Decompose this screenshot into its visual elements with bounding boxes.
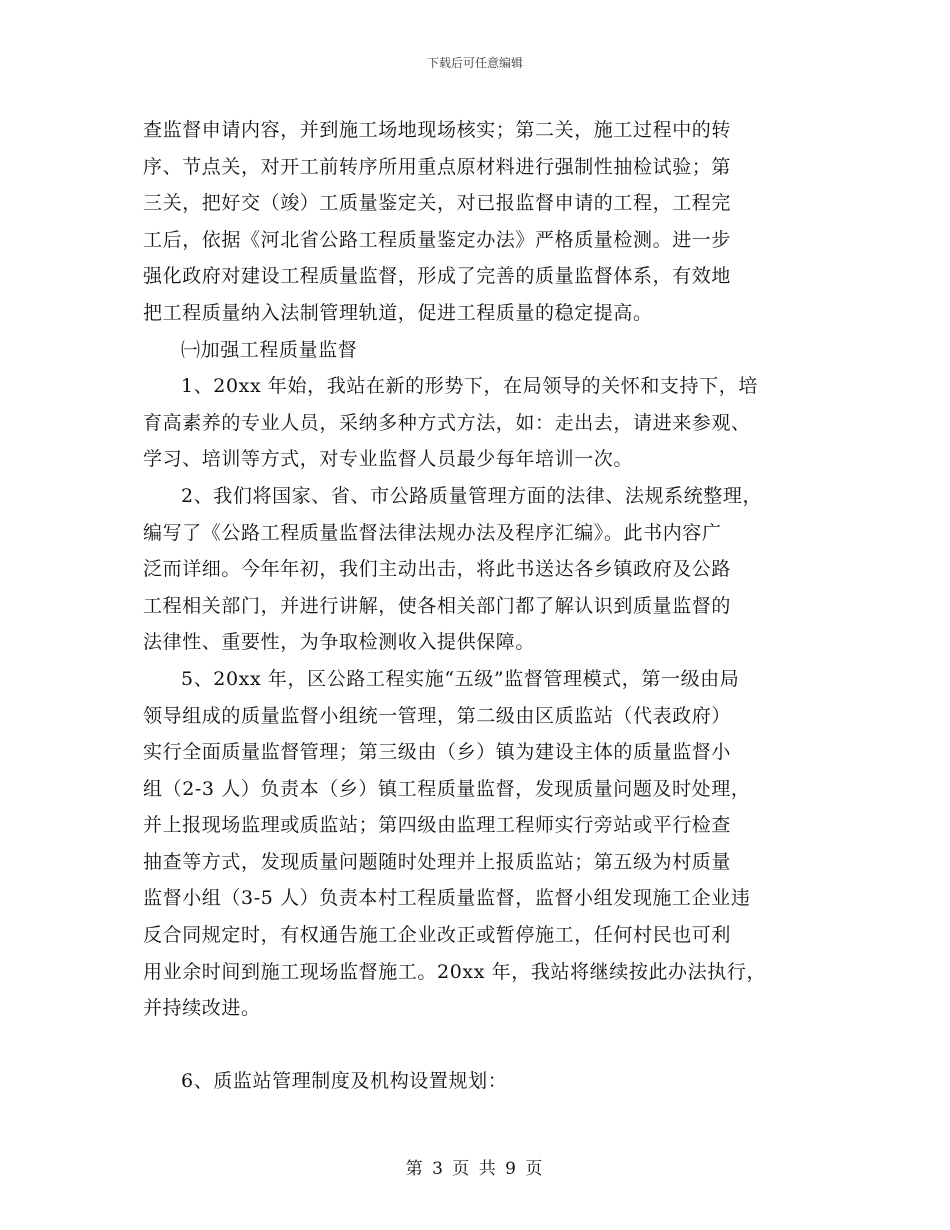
page-footer: 第 3 页 共 9 页	[405, 1159, 545, 1179]
text-line: 并持续改进。	[143, 997, 261, 1020]
text-line: 编写了《公路工程质量监督法律法规办法及程序汇编》。此书内容广	[143, 521, 722, 544]
text-line: 工程相关部门，并进行讲解，使各相关部门都了解认识到质量监督的	[143, 594, 732, 617]
text-line: 并上报现场监理或质监站；第四级由监理工程师实行旁站或平行检查	[143, 814, 732, 837]
text-line: 法律性、重要性，为争取检测收入提供保障。	[143, 631, 536, 654]
document-body	[143, 112, 809, 1100]
text-line: 序、节点关，对开工前转序所用重点原材料进行强制性抽检试验；第	[143, 155, 732, 178]
text-line: 把工程质量纳入法制管理轨道，促进工程质量的稳定提高。	[143, 301, 653, 324]
text-line	[143, 1027, 809, 1064]
text-line: 6、质监站管理制度及机构设置规划：	[181, 1070, 508, 1093]
text-line: ㈠加强工程质量监督	[181, 338, 358, 361]
text-line: 泛而详细。今年年初，我们主动出击，将此书送达各乡镇政府及公路	[143, 558, 732, 581]
text-line: 抽查等方式，发现质量问题随时处理并上报质监站；第五级为村质量	[143, 850, 732, 873]
text-line: 监督小组（3-5 人）负责本村工程质量监督，监督小组发现施工企业违	[143, 887, 751, 910]
text-line: 学习、培训等方式，对专业监督人员最少每年培训一次。	[143, 448, 634, 471]
page-header: 下载后可任意编辑	[426, 56, 523, 70]
text-line: 实行全面质量监督管理；第三级由（乡）镇为建设主体的质量监督小	[143, 741, 732, 764]
text-line: 5、20xx 年，区公路工程实施“五级”监督管理模式，第一级由局	[181, 667, 740, 690]
text-line: 组（2-3 人）负责本（乡）镇工程质量监督，发现质量问题及时处理，	[143, 777, 751, 800]
text-line: 1、20xx 年始，我站在新的形势下，在局领导的关怀和支持下，培	[181, 375, 758, 398]
text-line: 查监督申请内容，并到施工场地现场核实；第二关，施工过程中的转	[143, 119, 732, 141]
text-line: 2、我们将国家、省、市公路质量管理方面的法律、法规系统整理，	[181, 484, 763, 507]
text-line: 三关，把好交（竣）工质量鉴定关，对已报监督申请的工程，工程完	[143, 192, 732, 215]
text-line: 工后，依据《河北省公路工程质量鉴定办法》严格质量检测。进一步	[143, 228, 732, 251]
text-line: 用业余时间到施工现场监督施工。20xx 年，我站将继续按此办法执行，	[143, 960, 767, 983]
text-line: 育高素养的专业人员，采纳多种方式方法，如：走出去，请进来参观、	[143, 411, 751, 434]
text-line: 强化政府对建设工程质量监督，形成了完善的质量监督体系，有效地	[143, 265, 732, 288]
text-line: 反合同规定时，有权通告施工企业改正或暂停施工，任何村民也可利	[143, 924, 732, 947]
text-line: 领导组成的质量监督小组统一管理，第二级由区质监站（代表政府）	[143, 704, 732, 727]
